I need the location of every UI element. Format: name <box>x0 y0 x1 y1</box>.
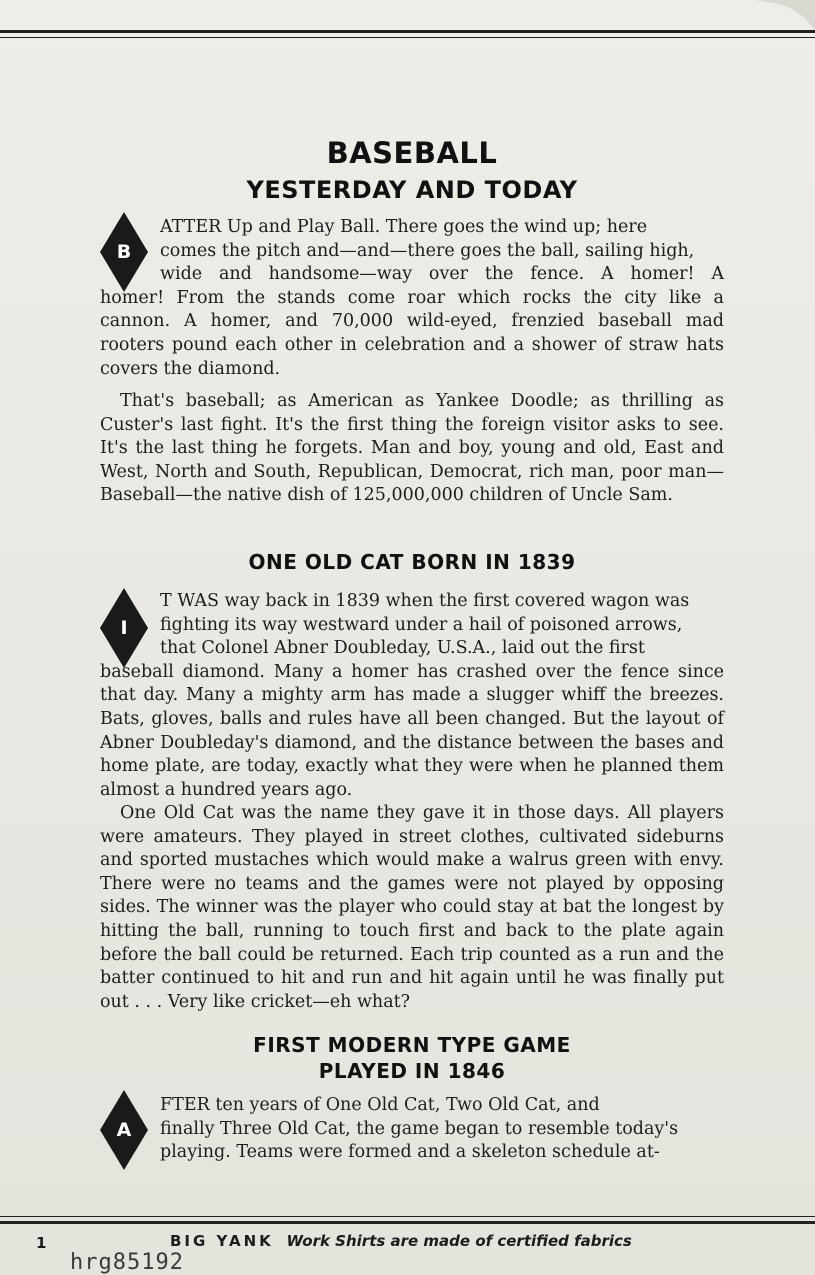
section-1-line-3: that Colonel Abner Doubleday, U.S.A., laid out the first <box>160 638 645 659</box>
section-2-line-3: playing. Teams were formed and a skeleton schedule at- <box>160 1142 660 1163</box>
intro-line-1: ATTER Up and Play Ball. There goes the wind up; here <box>160 217 648 237</box>
handwritten-catalog-id: hrg85192 <box>70 1250 184 1275</box>
intro-line-3: wide and handsome—way over the fence. A homer! A <box>160 264 724 285</box>
top-rule-thick <box>0 30 815 33</box>
section-1-line-1: T WAS way back in 1839 when the first covered wagon was <box>160 591 690 611</box>
article-subtitle: YESTERDAY AND TODAY <box>246 176 578 204</box>
article-title: BASEBALL <box>326 136 498 170</box>
section-1-heading: ONE OLD CAT BORN IN 1839 <box>248 550 576 574</box>
footer-slogan: Work Shirts are made of certified fabrics <box>286 1232 632 1250</box>
section-1-paragraph-2: One Old Cat was the name they gave it in those days. All players were amateurs. They played in street clothes, cultivated sideburns and sported mustaches which would make a walrus green with envy. There were no teams and the games were not played by opposing sides. The winner was the player who could stay at bat the longest by hitting the ball, running to touch first and back to the plate again before the ball could be returned. Each trip counted as a run and the batter continued to hit and run and hit again until he was finally put out . . . Very like cricket—eh what? <box>100 803 724 1012</box>
section-2-line-1: FTER ten years of One Old Cat, Two Old Cat, and <box>160 1095 600 1115</box>
footer-tagline <box>170 1232 632 1250</box>
paragraph-2: That's baseball; as American as Yankee Doodle; as thrilling as Custer's last fight. It's the first thing the foreign visitor asks to see. It's the last thing he forgets. Man and boy, young and old, East and West, North and South, Republican, Democrat, rich man, poor man—Baseball—the native dish of 125,000,000 children of Uncle Sam. <box>100 391 724 506</box>
bottom-rule-thick <box>0 1221 815 1224</box>
bottom-rule-thin <box>0 1216 815 1217</box>
section-1-line-2: fighting its way westward under a hail of poisoned arrows, <box>160 614 683 635</box>
top-rule-thin <box>0 37 815 38</box>
dropcap-letter-i: I <box>120 617 128 639</box>
section-2-heading-line-2: PLAYED IN 1846 <box>318 1059 506 1083</box>
torn-corner-icon <box>755 0 815 30</box>
section-2-heading-line-1: FIRST MODERN TYPE GAME <box>253 1033 571 1057</box>
intro-rest: homer! From the stands come roar which rocks the city like a cannon. A homer, and 70,000 wild-eyed, frenzied baseball mad rooters pound each other in celebration and a shower of straw hats covers the diamond. <box>100 287 724 379</box>
intro-paragraph <box>100 216 724 381</box>
section-1-paragraph-1 <box>100 590 724 802</box>
section-2-line-2: finally Three Old Cat, the game began to resemble today's <box>160 1118 679 1139</box>
section-1-rest: baseball diamond. Many a homer has crashed over the fence since that day. Many a mighty arm has made a slugger whiff the breezes. Bats, gloves, balls and rules have all been changed. But the layout of Abner Doubleday's diamond, and the distance between the bases and home plate, are today, exactly what they were when he planned them almost a hundred years ago. <box>100 661 724 800</box>
page-number: 1 <box>36 1234 47 1252</box>
section-2-paragraph <box>100 1094 724 1165</box>
footer-brand: BIG YANK <box>170 1232 274 1250</box>
dropcap-letter-a: A <box>116 1119 132 1141</box>
section-2-heading <box>100 1032 724 1084</box>
dropcap-letter-b: B <box>116 241 132 263</box>
intro-line-2: comes the pitch and—and—there goes the ball, sailing high, <box>160 240 695 261</box>
